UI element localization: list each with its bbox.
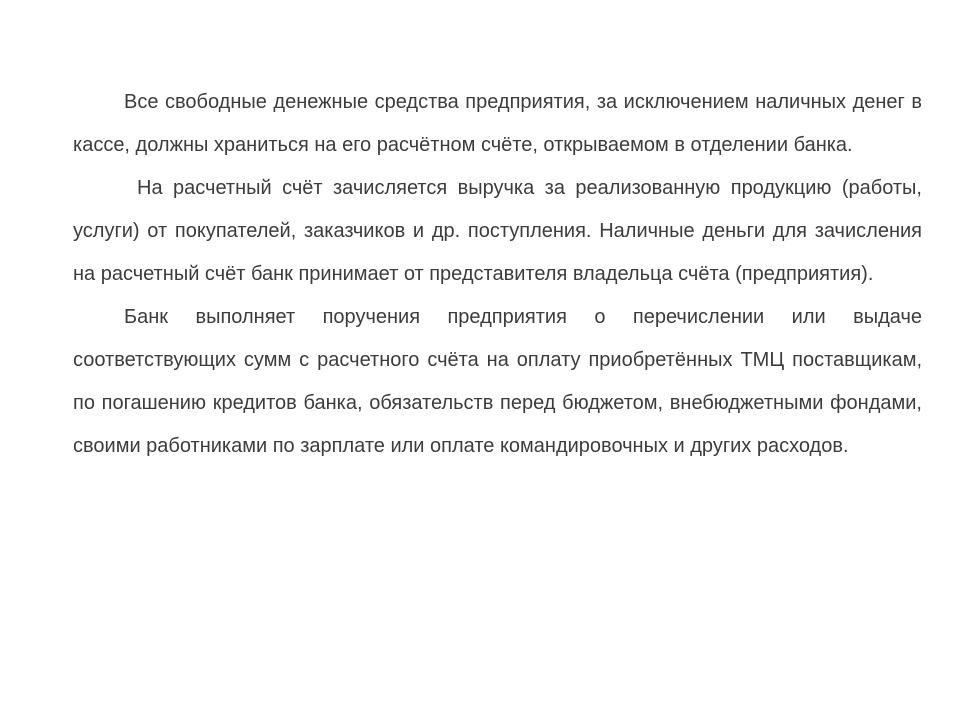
paragraph-bank-payments: Банк выполняет поручения предприятия о перечислении или выдаче соответствующих сумм с расчетного счёта на оплату приобретённых ТМЦ поставщикам, по погашению кредитов банка, обязательств перед бюджетом, внебюджетными фондами, своими работниками по зарплате или оплате командировочных и других расходов. bbox=[73, 306, 922, 457]
slide-body-text bbox=[73, 81, 922, 468]
paragraph-account-credits: На расчетный счёт зачисляется выручка за реализованную продукцию (работы, услуги) от покупателей, заказчиков и др. поступления. Наличные деньги для зачисления на расчетный счёт банк принимает от представителя владельца счёта (предприятия). bbox=[73, 177, 922, 285]
paragraph-cash-storage: Все свободные денежные средства предприятия, за исключением наличных денег в кассе, должны храниться на его расчётном счёте, открываемом в отделении банка. bbox=[73, 91, 922, 156]
